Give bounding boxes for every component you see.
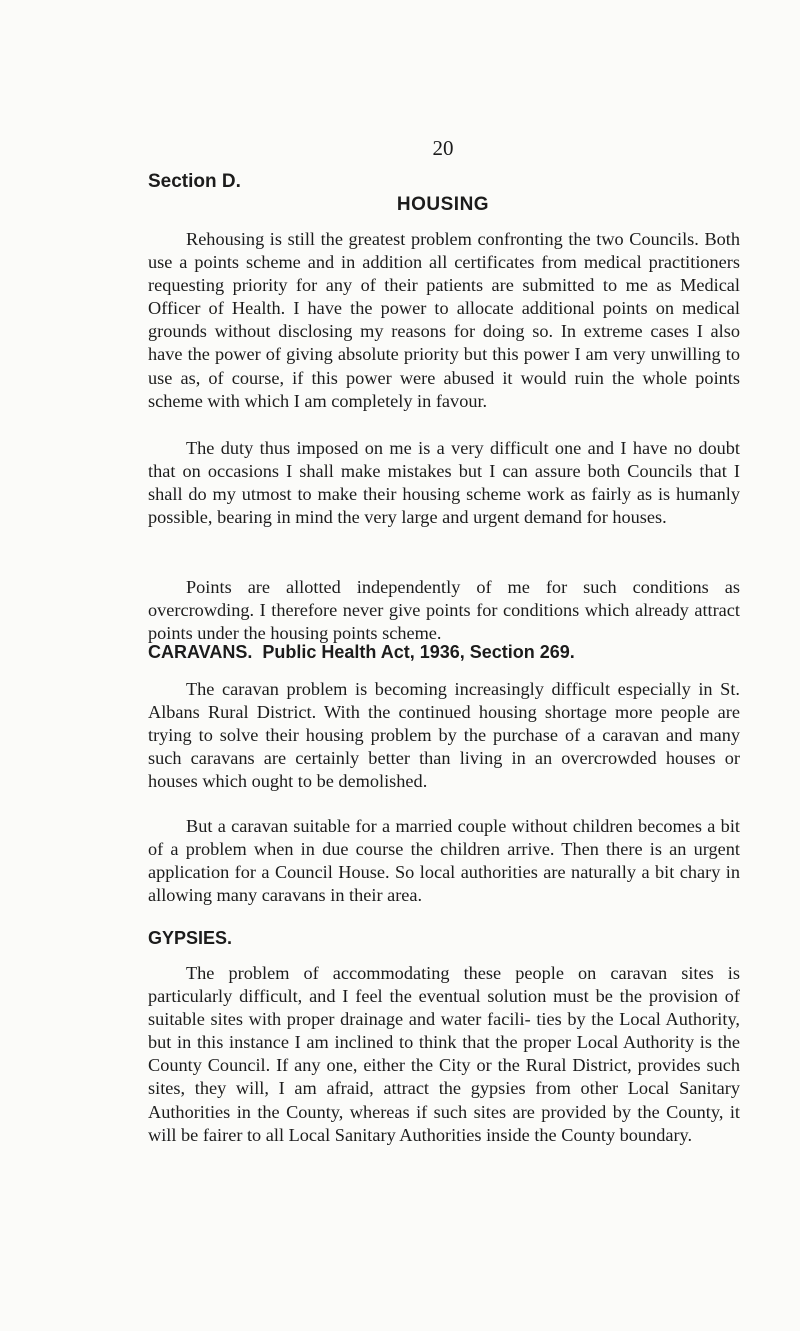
paragraph-gypsies: The problem of accommodating these people on caravan sites is particularly difficult, and I feel the eventual solution must be the provision of suitable sites with proper drainage and water facili- ties by the Local Authority, but in this instance I am inclined to think that the proper Local Authority is the County Council. If any one, either the City or the Rural District, provides such sites, they will, I am afraid, attract the gypsies from other Local Sanitary Authorities in the County, whereas if such sites are provided by the County, it will be fairer to all Local Sanitary Authorities inside the County boundary. xyxy=(148,963,740,1145)
caravans-heading xyxy=(148,642,575,663)
paragraph-caravan-problem: The caravan problem is becoming increasingly difficult especially in St. Albans Rural District. With the continued housing shortage more people are trying to solve their housing problem by the purchase of a caravan and many such caravans are certainly better than living in an overcrowded houses or houses which ought to be demolished. xyxy=(148,679,740,792)
paragraph-points: Points are allotted independently of me for such conditions as overcrowding. I therefore never give points for conditions which already attract points under the housing points scheme. xyxy=(148,577,740,644)
caravans-heading-label: CARAVANS. xyxy=(148,642,253,662)
paragraph-duty: The duty thus imposed on me is a very difficult one and I have no doubt that on occasions I shall make mistakes but I can assure both Councils that I shall do my utmost to make their housing scheme work as fairly as is humanly possible, bearing in mind the very large and urgent demand for houses. xyxy=(148,438,740,528)
gypsies-heading: GYPSIES. xyxy=(148,928,233,948)
caravans-heading-reference: Public Health Act, 1936, Section 269. xyxy=(262,642,575,662)
section-label: Section D. xyxy=(148,171,241,192)
page-number: 20 xyxy=(432,136,454,160)
paragraph-caravan-children: But a caravan suitable for a married couple without children becomes a bit of a problem when in due course the children arrive. Then there is an urgent application for a Council House. So local authorities are naturally a bit chary in allowing many caravans in their area. xyxy=(148,816,740,906)
section-title: HOUSING xyxy=(396,194,490,215)
paragraph-rehousing: Rehousing is still the greatest problem confronting the two Councils. Both use a points scheme and in addition all certificates from medical practitioners requesting priority for any of their patients are submitted to me as Medical Officer of Health. I have the power to allocate additional points on medical grounds without disclosing my reasons for doing so. In extreme cases I also have the power of giving absolute priority but this power I am very unwilling to use as, of course, if this power were abused it would ruin the whole points scheme with which I am completely in favour. xyxy=(148,229,740,411)
